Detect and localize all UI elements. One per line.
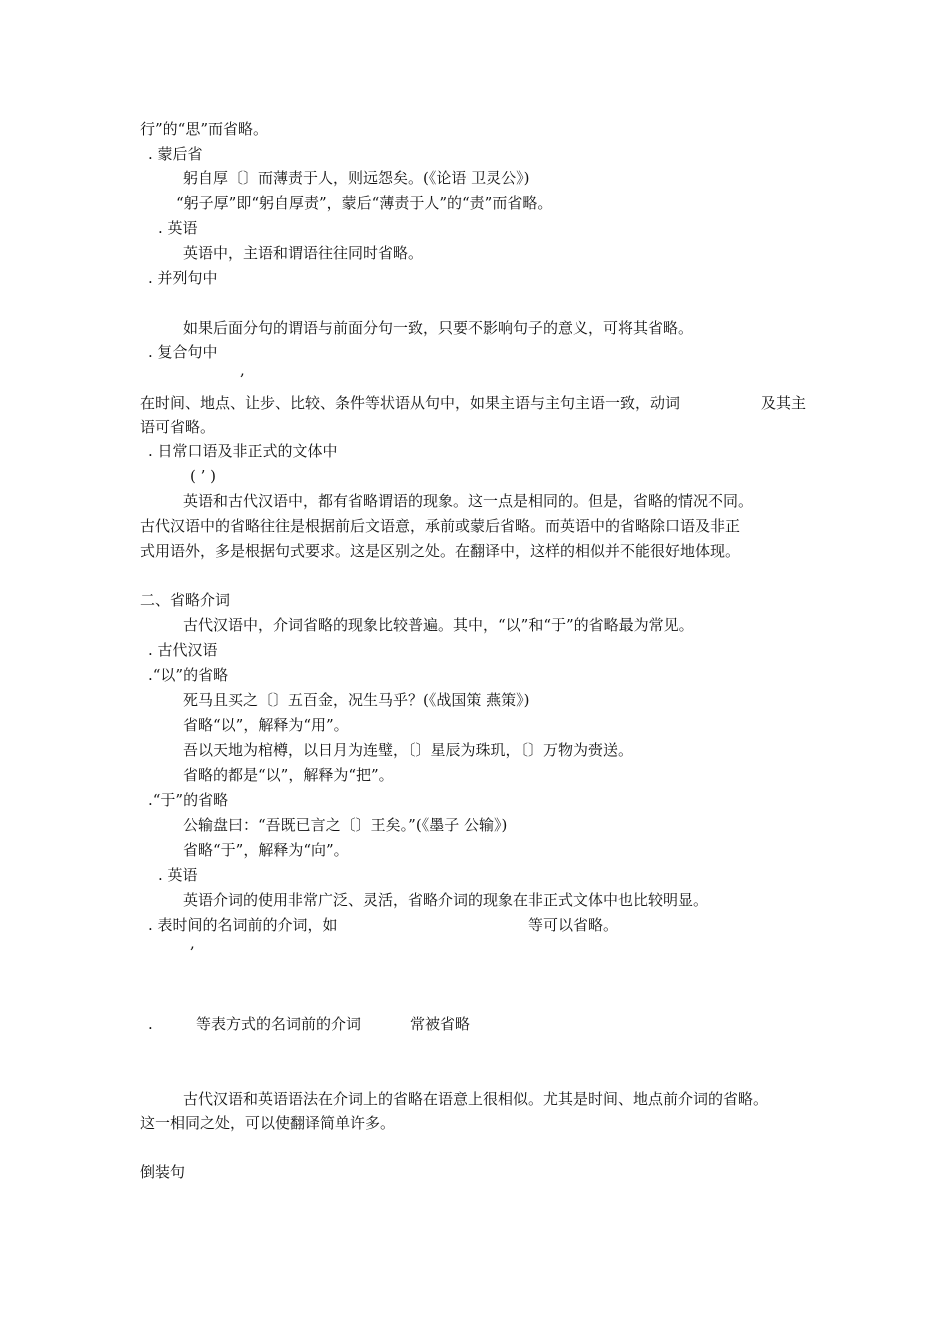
explanation-line: “躬子厚”即“躬自厚责”，蒙后“薄责于人”的“责”而省略。: [176, 194, 553, 212]
text-line: 等可以省略。: [528, 916, 619, 934]
text-line: . 表时间的名词前的介词，如: [148, 916, 338, 934]
text-line: 及其主: [761, 394, 807, 412]
subsection-heading: .“以”的省略: [148, 666, 229, 684]
text-line: 等表方式的名词前的介词: [196, 1015, 362, 1033]
chapter-heading: 倒装句: [140, 1163, 186, 1181]
example-sentence: 躬自厚〔〕而薄责于人，则远怨矣。(《论语 卫灵公》): [183, 169, 530, 187]
paragraph-line: 这一相同之处，可以使翻译简单许多。: [140, 1114, 396, 1132]
text-line: 常被省略: [410, 1015, 471, 1033]
paragraph-line: 式用语外，多是根据句式要求。这是区别之处。在翻译中，这样的相似并不能很好地体现。: [140, 542, 741, 560]
paragraph-line: 古代汉语中的省略往往是根据前后文语意，承前或蒙后省略。而英语中的省略除口语及非正: [140, 517, 741, 535]
text-line: 英语介词的使用非常广泛、灵活，省略介词的现象在非正式文体中也比较明显。: [183, 891, 709, 909]
section-heading: . 蒙后省: [148, 145, 203, 163]
text-line: ( ’ ): [190, 467, 217, 485]
text-line: 语可省略。: [140, 418, 216, 436]
section-heading: . 复合句中: [148, 343, 218, 361]
section-heading: . 并列句中: [148, 269, 218, 287]
text-line: 行”的“思”而省略。: [140, 120, 269, 138]
example-sentence: 公输盘曰：“吾既已言之〔〕王矣。”(《墨子 公输》): [183, 816, 508, 834]
section-heading: . 日常口语及非正式的文体中: [148, 442, 338, 460]
subsection-heading: .“于”的省略: [148, 791, 229, 809]
text-line: 英语中，主语和谓语往往同时省略。: [183, 244, 424, 262]
chapter-heading: 二、省略介词: [140, 591, 231, 609]
text-line: 如果后面分句的谓语与前面分句一致，只要不影响句子的意义，可将其省略。: [183, 319, 694, 337]
punctuation-mark: ,: [190, 934, 195, 952]
list-marker: .: [148, 1015, 153, 1033]
section-heading: . 英语: [158, 866, 198, 884]
section-heading: . 英语: [158, 219, 198, 237]
punctuation-mark: ,: [240, 361, 245, 379]
paragraph-line: 古代汉语和英语语法在介词上的省略在语意上很相似。尤其是时间、地点前介词的省略。: [183, 1090, 769, 1108]
example-sentence: 吾以天地为棺樽，以日月为连璧，〔〕星辰为珠玑，〔〕万物为赍送。: [183, 741, 634, 759]
paragraph-line: 英语和古代汉语中，都有省略谓语的现象。这一点是相同的。但是，省略的情况不同。: [183, 492, 754, 510]
text-line: 在时间、地点、让步、比较、条件等状语从句中，如果主语与主句主语一致，动词: [140, 394, 681, 412]
explanation-line: 省略“以”，解释为“用”。: [183, 716, 349, 734]
explanation-line: 省略“于”，解释为“向”。: [183, 841, 349, 859]
explanation-line: 省略的都是“以”，解释为“把”。: [183, 766, 394, 784]
section-heading: . 古代汉语: [148, 641, 218, 659]
example-sentence: 死马且买之〔〕五百金，况生马乎？(《战国策 燕策》): [183, 691, 530, 709]
text-line: 古代汉语中，介词省略的现象比较普遍。其中，“以”和“于”的省略最为常见。: [183, 616, 694, 634]
